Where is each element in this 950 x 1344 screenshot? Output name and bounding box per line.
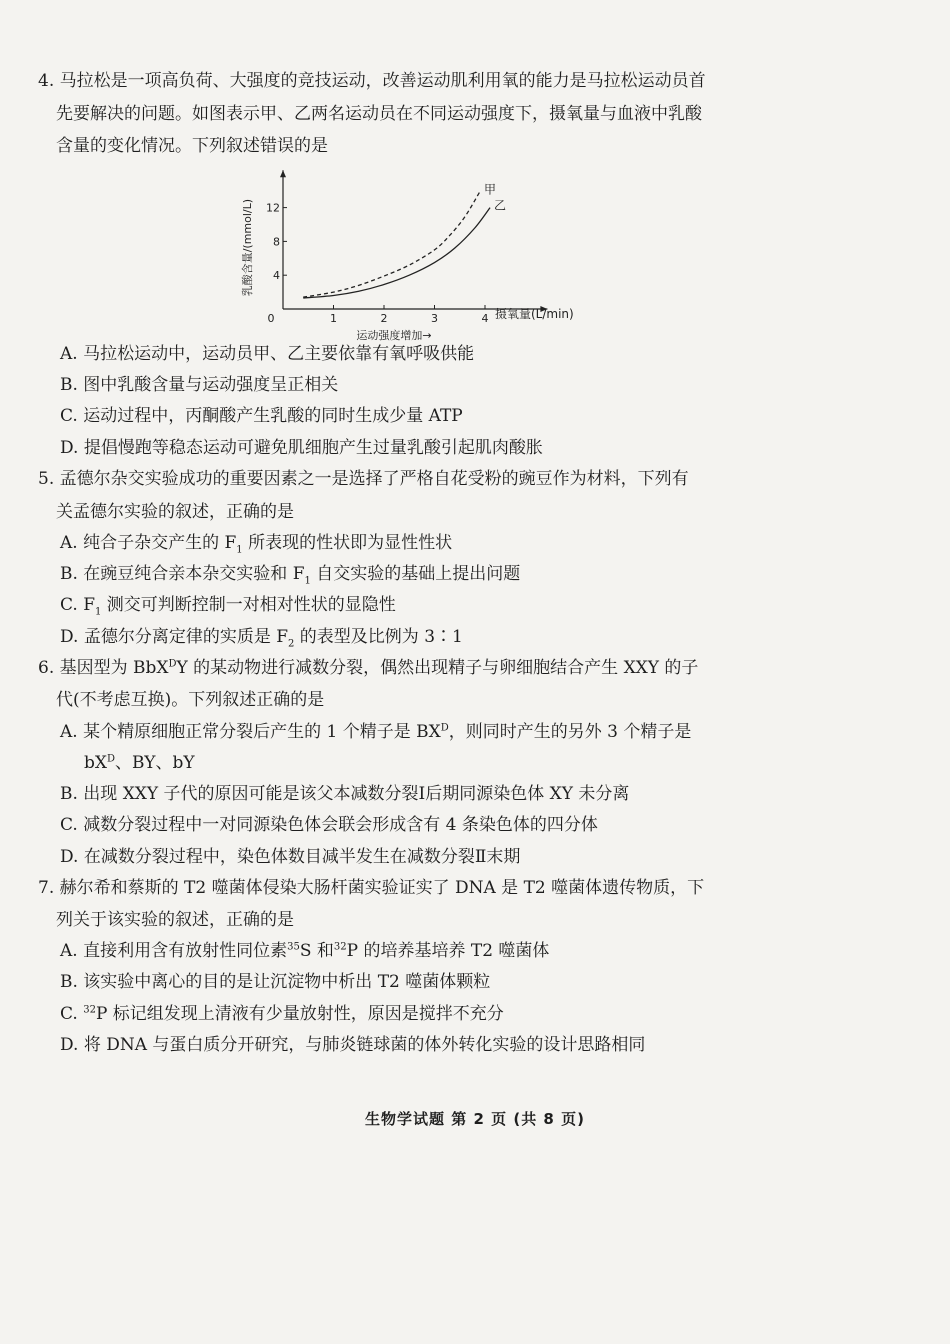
q6-option-a-line-2 — [84, 751, 195, 775]
q4-option-a: A. 马拉松运动中，运动员甲、乙主要依靠有氧呼吸供能 — [60, 344, 475, 364]
q6-line-1 — [38, 656, 698, 680]
x-axis-sublabel: 运动强度增加→ — [356, 329, 432, 342]
q5-option-a-rest: 所表现的性状即为显性性状 — [242, 533, 453, 553]
y-tick-label: 4 — [273, 269, 280, 283]
q4-line-2: 先要解决的问题。如图表示甲、乙两名运动员在不同运动强度下，摄氧量与血液中乳酸 — [56, 104, 702, 124]
q6-option-a2-text: bX — [84, 753, 107, 773]
y-tick-label: 8 — [273, 235, 280, 249]
y-tick-label: 12 — [266, 201, 280, 215]
q7-option-c — [60, 1002, 504, 1026]
q6-option-a-sup: D — [440, 722, 449, 734]
q5-line-2: 关孟德尔实验的叙述，正确的是 — [56, 502, 294, 522]
series-line-2 — [303, 208, 490, 298]
q7-option-c-rest: P 标记组发现上清液有少量放射性，原因是搅拌不充分 — [95, 1004, 504, 1024]
x-axis-label: 摄氧量(L/min) — [495, 307, 574, 321]
q5-option-a-sub: 1 — [236, 544, 243, 556]
q7-option-a-rest: P 的培养基培养 T2 噬菌体 — [346, 941, 550, 961]
q5-option-d — [60, 625, 463, 649]
q5-option-c-text: C. F — [60, 595, 96, 615]
q6-option-d: D. 在减数分裂过程中，染色体数目减半发生在减数分裂Ⅱ末期 — [60, 847, 521, 867]
x-tick-label: 4 — [481, 312, 489, 325]
q7-option-a-mid: S 和 — [299, 941, 334, 961]
q7-option-d: D. 将 DNA 与蛋白质分开研究，与肺炎链球菌的体外转化实验的设计思路相同 — [60, 1035, 646, 1055]
q5-option-d-rest: 的表型及比例为 3∶1 — [294, 627, 463, 647]
q7-option-c-text: C. — [60, 1004, 84, 1024]
q5-option-c — [60, 593, 396, 617]
q6-line-1-sup: D — [168, 658, 177, 670]
q5-line-1: 5. 孟德尔杂交实验成功的重要因素之一是选择了严格自花受粉的豌豆作为材料，下列有 — [38, 469, 689, 489]
q7-line-1: 7. 赫尔希和蔡斯的 T2 噬菌体侵染大肠杆菌实验证实了 DNA 是 T2 噬菌体遗传物质，下 — [38, 878, 705, 898]
q7-line-2: 列关于该实验的叙述，正确的是 — [56, 910, 294, 930]
q7-option-c-sup: 32 — [83, 1004, 96, 1016]
q4-option-d: D. 提倡慢跑等稳态运动可避免肌细胞产生过量乳酸引起肌肉酸胀 — [60, 438, 543, 458]
q7-option-a-text: A. 直接利用含有放射性同位素 — [60, 941, 288, 961]
series-label-2: 乙 — [494, 198, 507, 213]
x-tick-label: 3 — [431, 312, 438, 325]
q4-option-c: C. 运动过程中，丙酮酸产生乳酸的同时生成少量 ATP — [60, 406, 463, 426]
q4-option-b: B. 图中乳酸含量与运动强度呈正相关 — [60, 375, 339, 395]
q6-line-2: 代(不考虑互换)。下列叙述正确的是 — [56, 690, 325, 710]
q5-option-b-rest: 自交实验的基础上提出问题 — [310, 564, 521, 584]
x-tick-label: 2 — [380, 312, 388, 325]
page-footer: 生物学试题 第 2 页 (共 8 页) — [365, 1110, 585, 1128]
q6-option-a-rest: ，则同时产生的另外 3 个精子是 — [448, 722, 692, 742]
q6-line-1-text: 6. 基因型为 BbX — [38, 658, 169, 678]
q6-option-c: C. 减数分裂过程中一对同源染色体会联会形成含有 4 条染色体的四分体 — [60, 815, 598, 835]
series-label-1: 甲 — [483, 182, 496, 197]
q7-option-a — [60, 939, 549, 963]
q4-line-3: 含量的变化情况。下列叙述错误的是 — [56, 136, 328, 156]
q5-option-a — [60, 531, 452, 555]
q6-option-a-text: A. 某个精原细胞正常分裂后产生的 1 个精子是 BX — [60, 722, 441, 742]
q6-option-a-line-1 — [60, 720, 691, 744]
q5-option-d-sub: 2 — [288, 638, 295, 650]
q7-option-a-sup-1: 35 — [287, 941, 300, 953]
q5-option-b-text: B. 在豌豆纯合亲本杂交实验和 F — [60, 564, 305, 584]
q6-option-a2-rest: 、BY、bY — [115, 753, 195, 773]
q5-option-b — [60, 562, 520, 586]
q7-option-b: B. 该实验中离心的目的是让沉淀物中析出 T2 噬菌体颗粒 — [60, 972, 491, 992]
q6-line-1-rest: Y 的某动物进行减数分裂，偶然出现精子与卵细胞结合产生 XXY 的子 — [176, 658, 699, 678]
q7-option-a-sup-2: 32 — [333, 941, 347, 953]
q5-option-b-sub: 1 — [304, 575, 311, 587]
lactate-chart-svg — [232, 166, 592, 342]
q6-option-b: B. 出现 XXY 子代的原因可能是该父本减数分裂Ⅰ后期同源染色体 XY 未分离 — [60, 784, 630, 804]
q5-option-c-rest: 测交可判断控制一对相对性状的显隐性 — [101, 595, 396, 615]
x-tick-label: 1 — [330, 312, 337, 325]
q6-option-a2-sup: D — [107, 753, 116, 765]
q4-line-1: 4. 马拉松是一项高负荷、大强度的竞技运动，改善运动肌利用氧的能力是马拉松运动员首 — [38, 71, 706, 91]
q5-option-a-text: A. 纯合子杂交产生的 F — [60, 533, 237, 553]
y-axis-arrow — [280, 170, 286, 177]
q5-option-d-text: D. 孟德尔分离定律的实质是 F — [60, 627, 289, 647]
y-axis-label: 乳酸含量/(mmol/L) — [241, 198, 254, 297]
x-tick-label: 0 — [267, 312, 275, 325]
q5-option-c-sub: 1 — [95, 606, 102, 618]
lactate-chart — [232, 166, 592, 342]
